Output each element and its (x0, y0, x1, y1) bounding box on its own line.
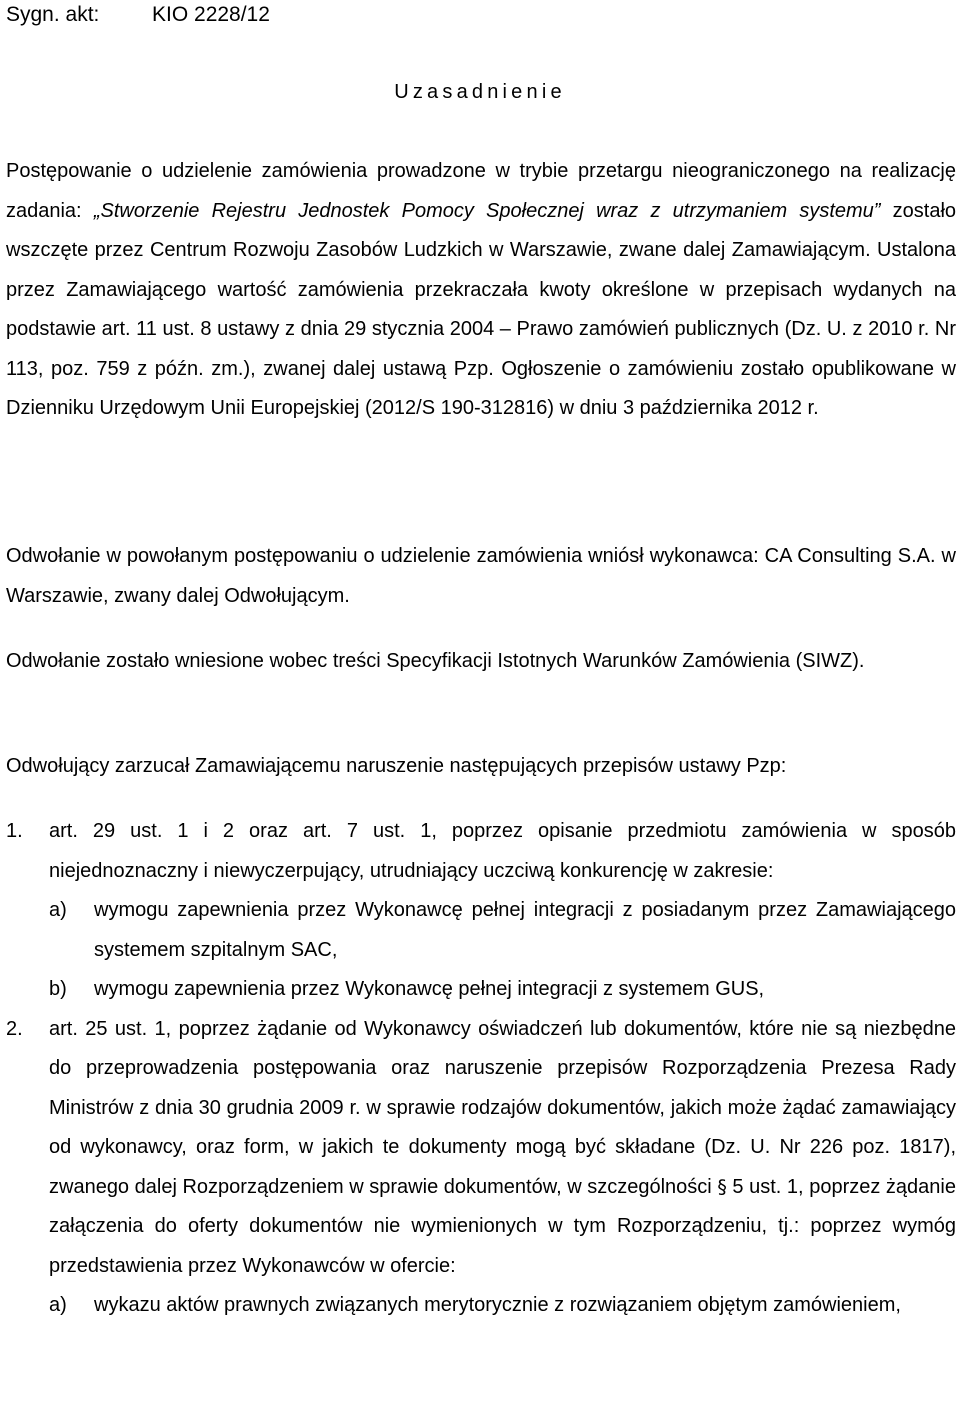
sub-item-text: wymogu zapewnienia przez Wykonawcę pełnej integracji z systemem GUS, (94, 978, 765, 1000)
list-item-number: 1. (6, 820, 23, 842)
list-item (6, 812, 956, 1010)
case-signature-value: KIO 2228/12 (152, 3, 270, 26)
sub-item-text: wykazu aktów prawnych związanych merytorycznie z rozwiązaniem objętym zamówieniem, (94, 1294, 901, 1316)
charges-list (6, 812, 956, 1326)
list-item-text: art. 29 ust. 1 i 2 oraz art. 7 ust. 1, poprzez opisanie przedmiotu zamówienia w sposób niejednoznaczny i niewyczerpujący, utrudniający uczciwą konkurencję w zakresie: (49, 820, 956, 882)
list-item-text-part: 5 ust. 1, poprzez żądanie załączenia do oferty dokumentów nie wymienionych w tym Rozporządzeniu, tj.: poprzez wymóg przedstawienia przez Wykonawców w ofercie: (49, 1175, 956, 1277)
list-item-body (49, 1010, 956, 1326)
list-item-number: 2. (6, 1017, 23, 1040)
list-item-body (49, 812, 956, 1010)
procedure-intro-text: Postępowanie o udzielenie zamówienia prowadzone w trybie przetargu nieograniczonego na realizację zadania: (6, 160, 956, 222)
list-item-text (49, 1010, 956, 1287)
paragraph-procedure (6, 152, 956, 429)
sub-item-label: a) (49, 899, 67, 921)
case-signature-label: Sygn. akt: (6, 3, 100, 26)
contract-title: „Stworzenie Rejestru Jednostek Pomocy Społecznej wraz z utrzymaniem systemu” (93, 199, 881, 222)
section-sign: § (717, 1175, 727, 1198)
document-title: Uzasadnienie (394, 81, 566, 103)
list-item (6, 1010, 956, 1326)
sub-item (49, 970, 956, 1010)
list-item-text-part: art. 25 ust. 1, poprzez żądanie od Wykonawcy oświadczeń lub dokumentów, które nie są niezbędne do przeprowadzenia postępowania oraz naruszenie przepisów Rozporządzenia Prezesa Rady Ministrów z dnia 30 grudnia 2009 r. w sprawie rodzajów dokumentów, jakich może żądać zamawiający od wykonawcy, oraz form, w jakich te dokumenty mogą być składane (Dz. U. Nr 226 poz. 1817), zwanego dalej Rozporządzeniem w sprawie dokumentów, w szczególności (49, 1017, 956, 1198)
procedure-details-text: zostało wszczęte przez Centrum Rozwoju Zasobów Ludzkich w Warszawie, zwane dalej Zamawiającym. Ustalona przez Zamawiającego wartość zamówienia przekraczała kwoty określone w przepisach wydanych na podstawie art. 11 ust. 8 ustawy z dnia 29 stycznia 2004 – Prawo zamówień publicznych (Dz. U. z 2010 r. Nr 113, poz. 759 z późn. zm.), zwanej dalej ustawą Pzp. Ogłoszenie o zamówieniu zostało opublikowane w Dzienniku Urzędowym Unii Europejskiej (2012/S 190-312816) w dniu 3 października 2012 r. (6, 199, 957, 419)
sub-item (49, 1286, 956, 1326)
paragraph-appeal-subject: Odwołanie zostało wniesione wobec treści Specyfikacji Istotnych Warunków Zamówienia (SIWZ). (6, 650, 865, 672)
case-signature (6, 3, 270, 27)
sub-item-label: a) (49, 1294, 67, 1316)
paragraph-charges-intro: Odwołujący zarzucał Zamawiającemu naruszenie następujących przepisów ustawy Pzp: (6, 755, 787, 777)
sub-item (49, 891, 956, 970)
sub-item-text: wymogu zapewnienia przez Wykonawcę pełnej integracji z posiadanym przez Zamawiającego systemem szpitalnym SAC, (94, 899, 956, 961)
sub-item-label: b) (49, 978, 67, 1000)
paragraph-appeal-filed: Odwołanie w powołanym postępowaniu o udzielenie zamówienia wniósł wykonawca: CA Consulting S.A. w Warszawie, zwany dalej Odwołującym. (6, 545, 956, 607)
